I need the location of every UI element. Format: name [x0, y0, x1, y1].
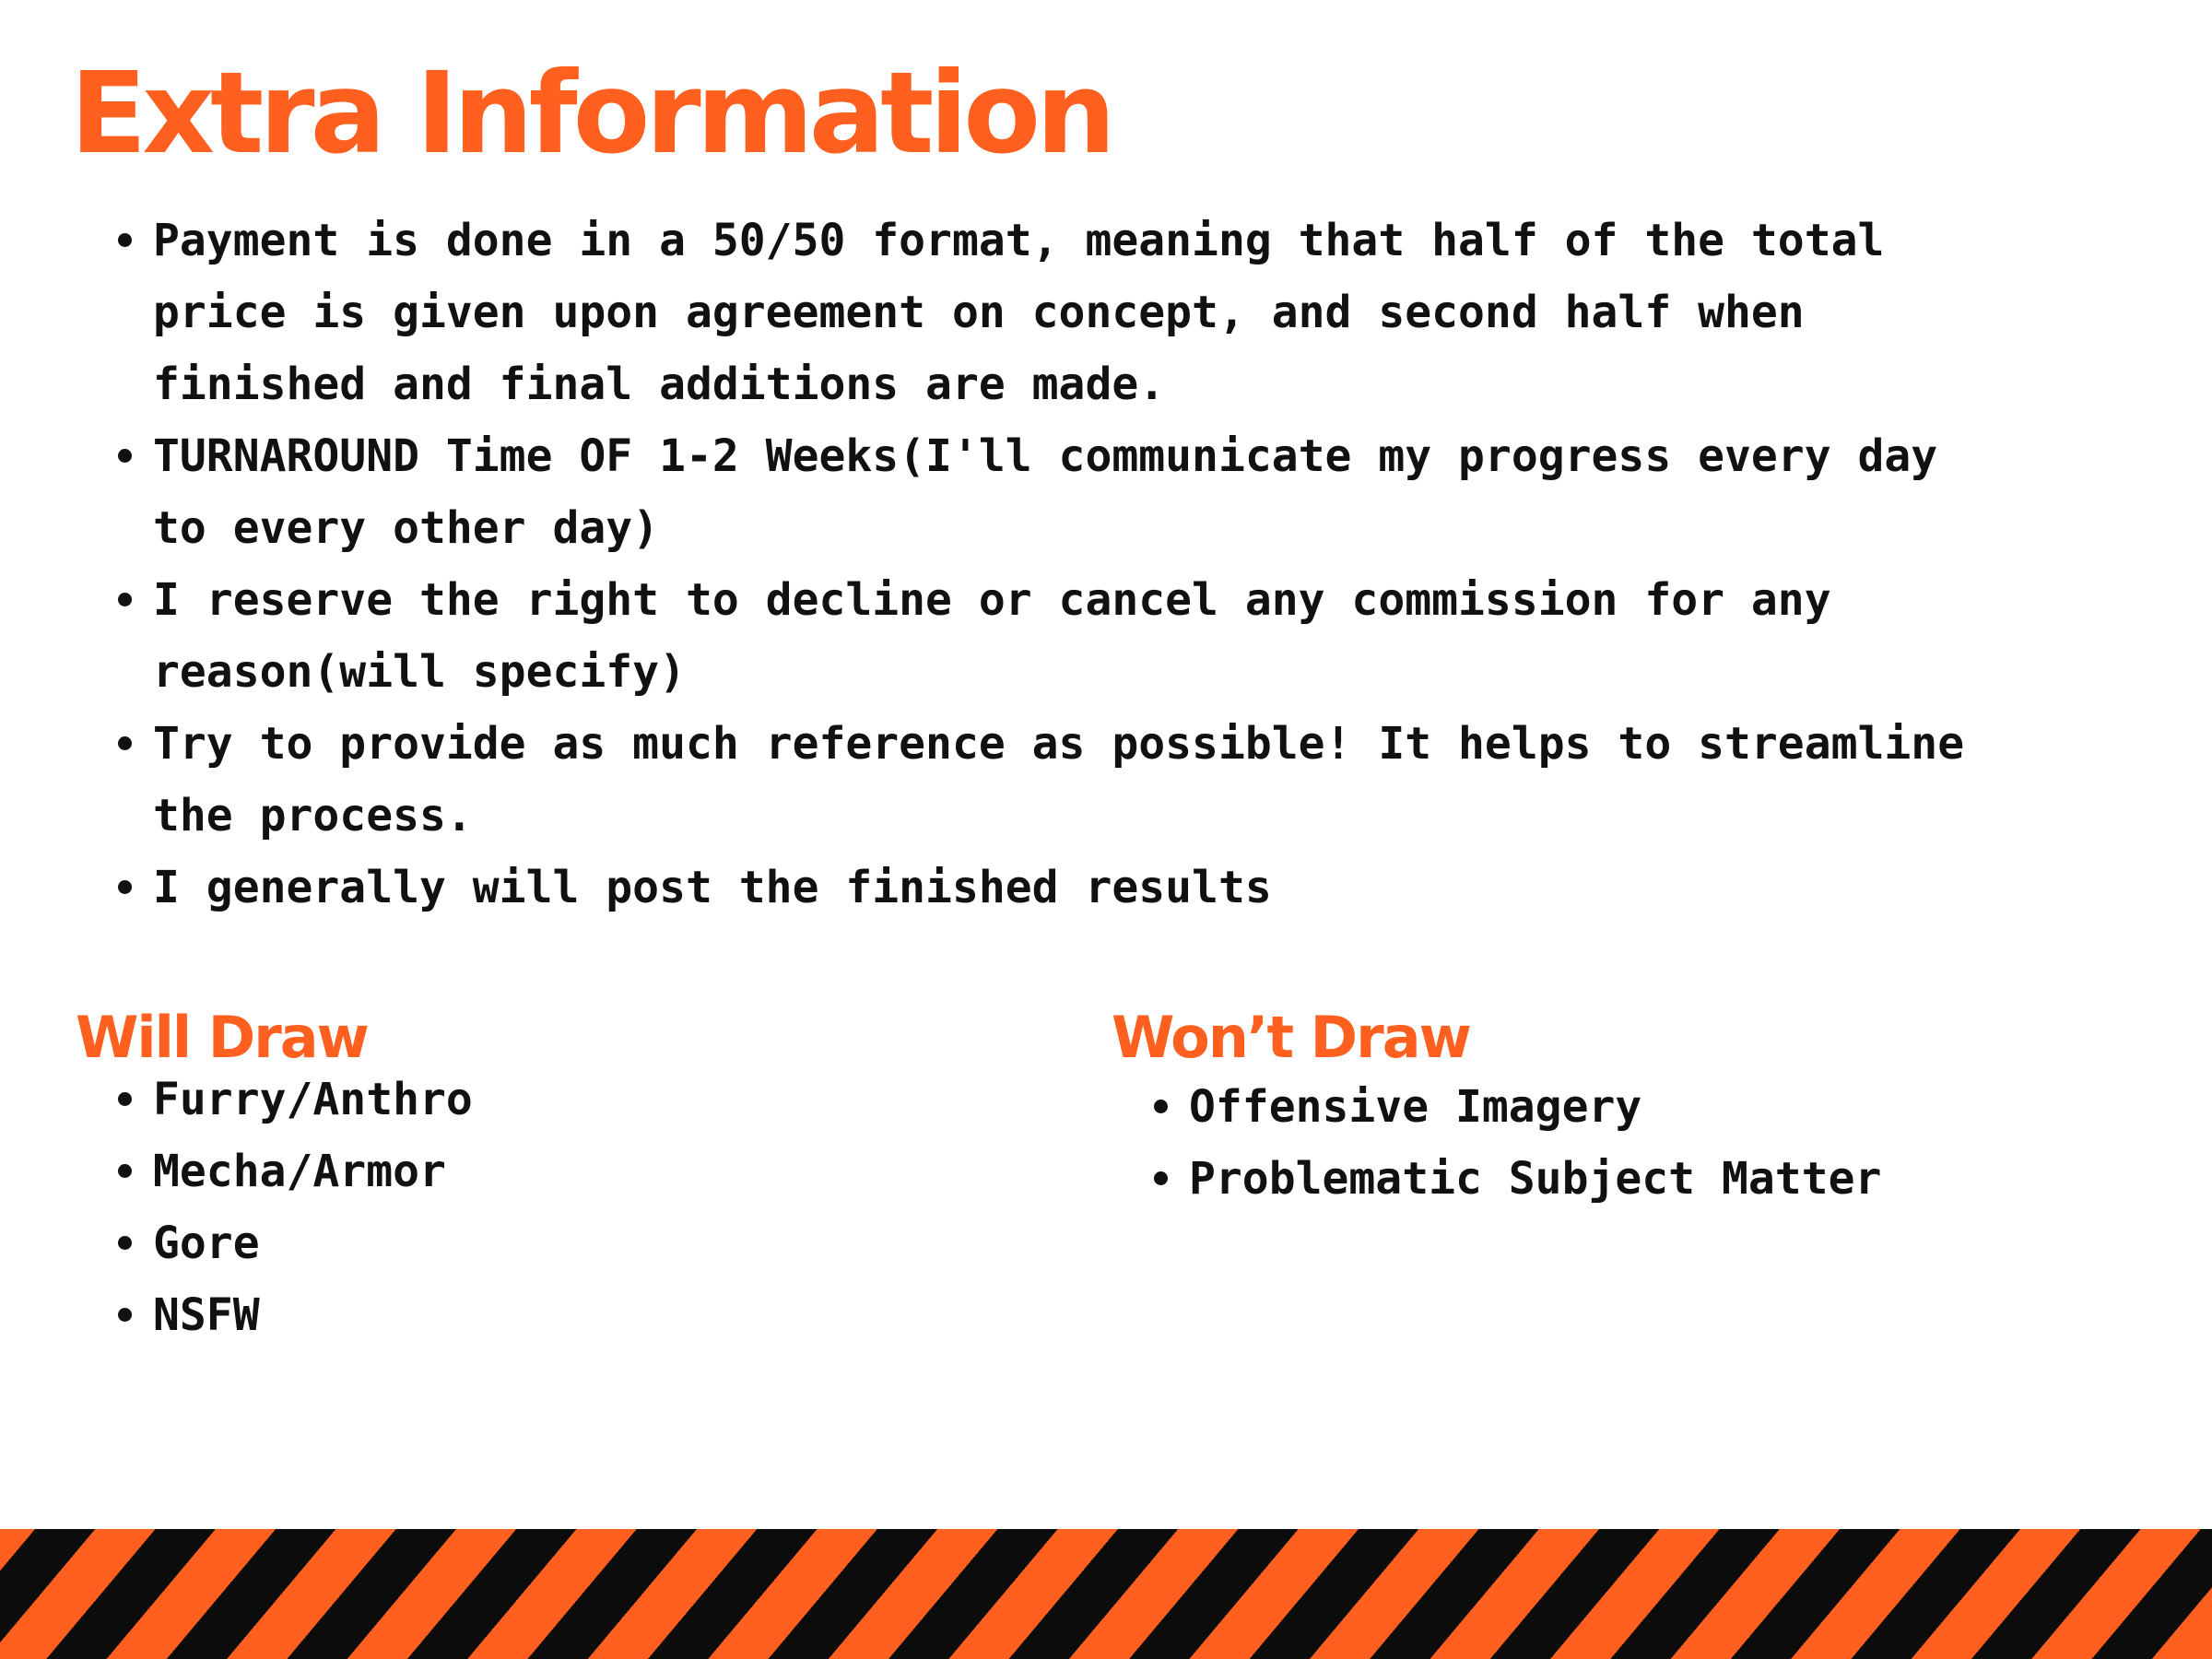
will-draw-item: NSFW — [114, 1279, 1036, 1351]
hazard-stripe-banner — [0, 1529, 2212, 1659]
page-title: Extra Information — [70, 48, 1112, 179]
info-item-decline-rights: I reserve the right to decline or cancel any commission for any reason(will specify) — [114, 564, 2013, 708]
will-draw-item: Gore — [114, 1207, 1036, 1279]
wont-draw-item: Offensive Imagery — [1150, 1071, 2164, 1143]
wont-draw-item: Problematic Subject Matter — [1150, 1143, 2164, 1215]
will-draw-item: Furry/Anthro — [114, 1064, 1036, 1135]
will-draw-item: Mecha/Armor — [114, 1135, 1036, 1207]
wont-draw-list — [1150, 1071, 2164, 1215]
info-item-turnaround: TURNAROUND Time OF 1-2 Weeks(I'll communicate my progress every day to every other day) — [114, 420, 2013, 564]
will-draw-list — [114, 1064, 1036, 1351]
info-item-posting: I generally will post the finished results — [114, 852, 2013, 924]
info-item-reference: Try to provide as much reference as possible! It helps to streamline the process. — [114, 708, 2013, 852]
wont-draw-heading: Won’t Draw — [1112, 1004, 1470, 1071]
info-list — [114, 205, 2013, 924]
will-draw-heading: Will Draw — [76, 1004, 368, 1071]
info-item-payment: Payment is done in a 50/50 format, meaning that half of the total price is given upon agreement on concept, and second half when finished and final additions are made. — [114, 205, 2013, 420]
